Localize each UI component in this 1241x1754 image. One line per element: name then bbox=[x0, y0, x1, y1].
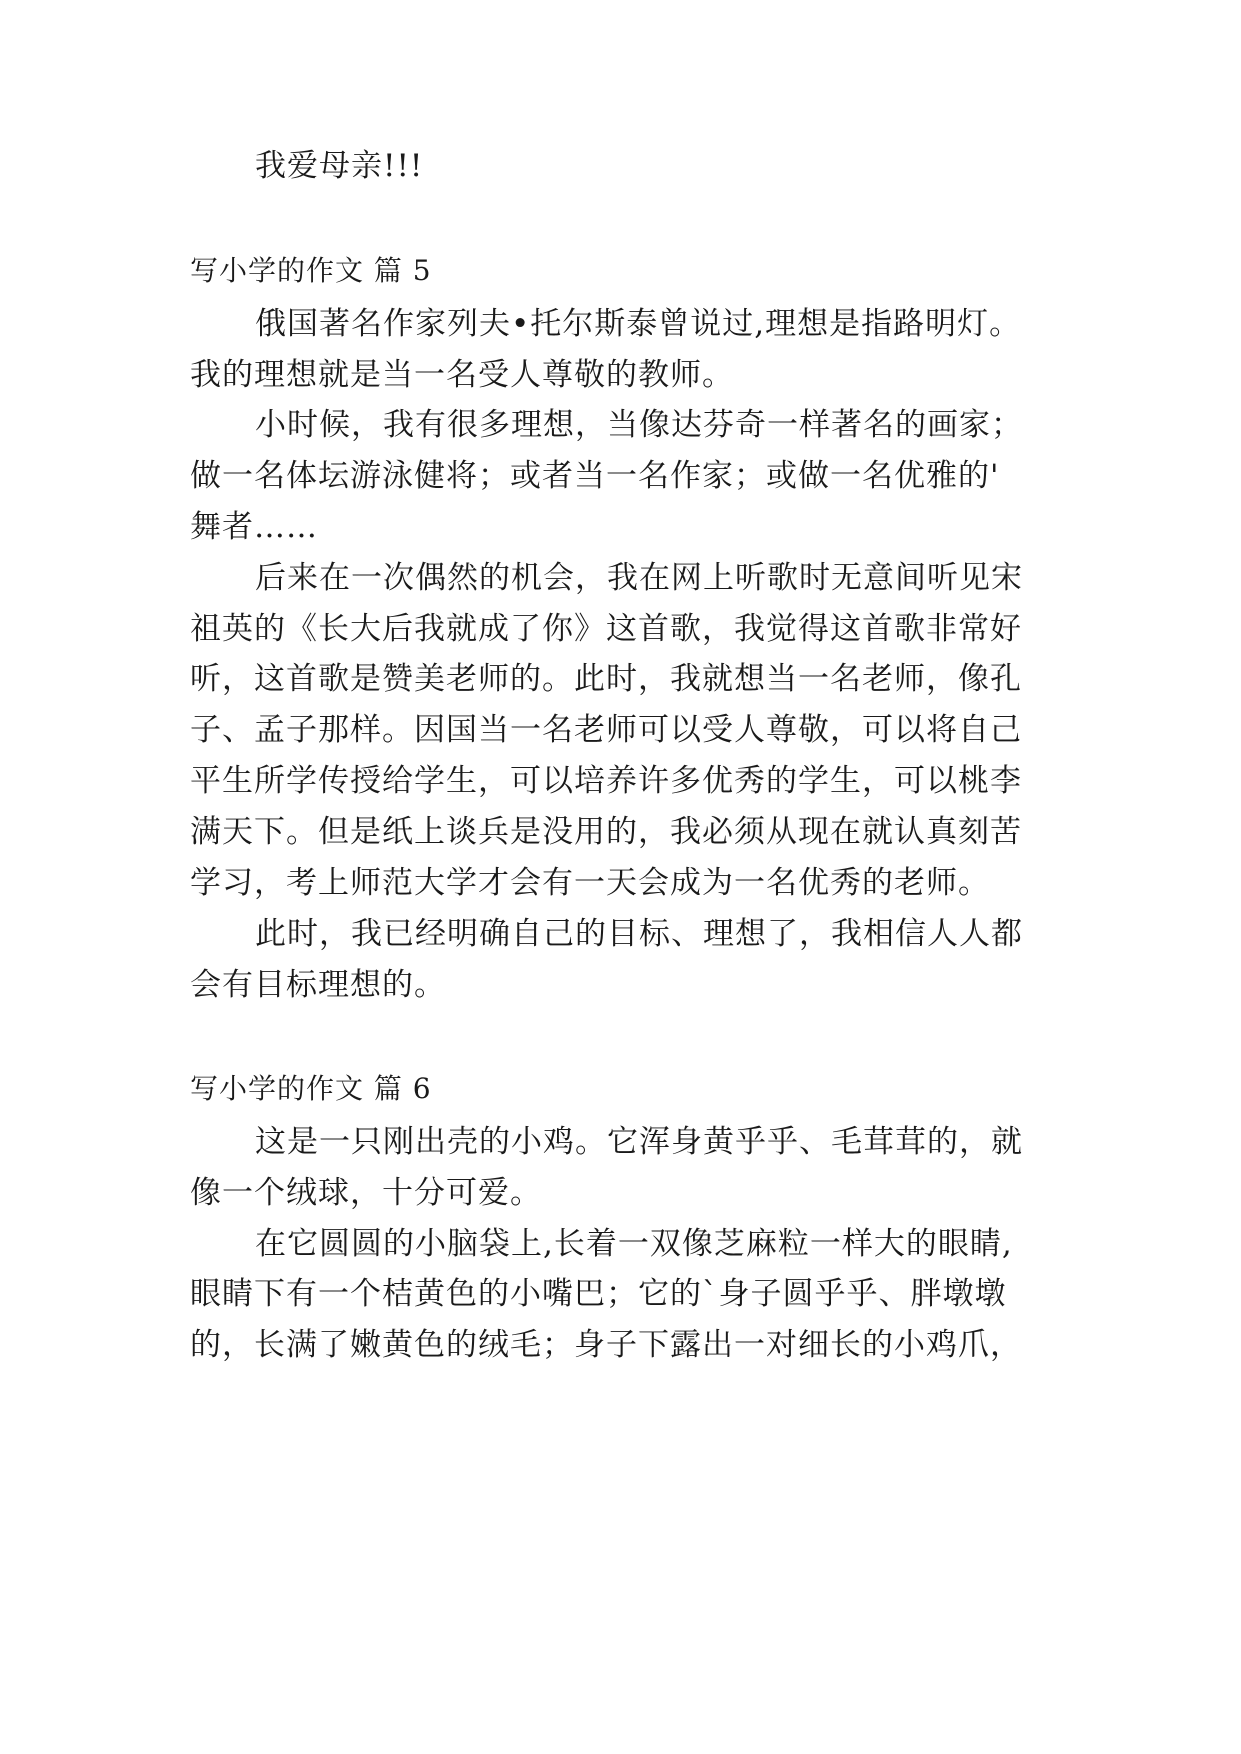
paragraph-line: 做一名体坛游泳健将；或者当一名作家；或做一名优雅的' bbox=[190, 458, 1000, 494]
paragraph-line: 学习，考上师范大学才会有一天会成为一名优秀的老师。 bbox=[190, 865, 990, 901]
paragraph-line: 我的理想就是当一名受人尊敬的教师。 bbox=[190, 357, 734, 393]
paragraph-line: 满天下。但是纸上谈兵是没用的，我必须从现在就认真刻苦 bbox=[190, 814, 1022, 850]
paragraph-line: 这是一只刚出壳的小鸡。它浑身黄乎乎、毛茸茸的，就 bbox=[255, 1124, 1023, 1160]
paragraph-line: 后来在一次偶然的机会，我在网上听歌时无意间听见宋 bbox=[255, 560, 1023, 596]
closing-line: 我爱母亲!!! bbox=[255, 148, 424, 184]
paragraph-line: 听，这首歌是赞美老师的。此时，我就想当一名老师，像孔 bbox=[190, 661, 1022, 697]
paragraph-line: 此时，我已经明确自己的目标、理想了，我相信人人都 bbox=[255, 916, 1023, 952]
paragraph-line: 会有目标理想的。 bbox=[190, 967, 446, 1003]
paragraph-line: 在它圆圆的小脑袋上,长着一双像芝麻粒一样大的眼睛, bbox=[255, 1226, 1013, 1262]
paragraph-line: 像一个绒球，十分可爱。 bbox=[190, 1175, 542, 1211]
paragraph-line: 的，长满了嫩黄色的绒毛；身子下露出一对细长的小鸡爪， bbox=[190, 1327, 1022, 1363]
paragraph-line: 小时候，我有很多理想，当像达芬奇一样著名的画家； bbox=[255, 407, 1023, 443]
paragraph-line: 祖英的《长大后我就成了你》这首歌，我觉得这首歌非常好 bbox=[190, 611, 1022, 647]
paragraph-line: 眼睛下有一个桔黄色的小嘴巴；它的`身子圆乎乎、胖墩墩 bbox=[190, 1276, 1007, 1312]
section-5-heading: 写小学的作文 篇 5 bbox=[190, 254, 432, 287]
paragraph-line: 舞者…… bbox=[190, 509, 318, 545]
section-6-heading: 写小学的作文 篇 6 bbox=[190, 1072, 432, 1105]
paragraph-line: 子、孟子那样。因国当一名老师可以受人尊敬，可以将自己 bbox=[190, 712, 1022, 748]
paragraph-line: 俄国著名作家列夫•托尔斯泰曾说过,理想是指路明灯。 bbox=[255, 306, 1022, 342]
paragraph-line: 平生所学传授给学生，可以培养许多优秀的学生，可以桃李 bbox=[190, 763, 1022, 799]
